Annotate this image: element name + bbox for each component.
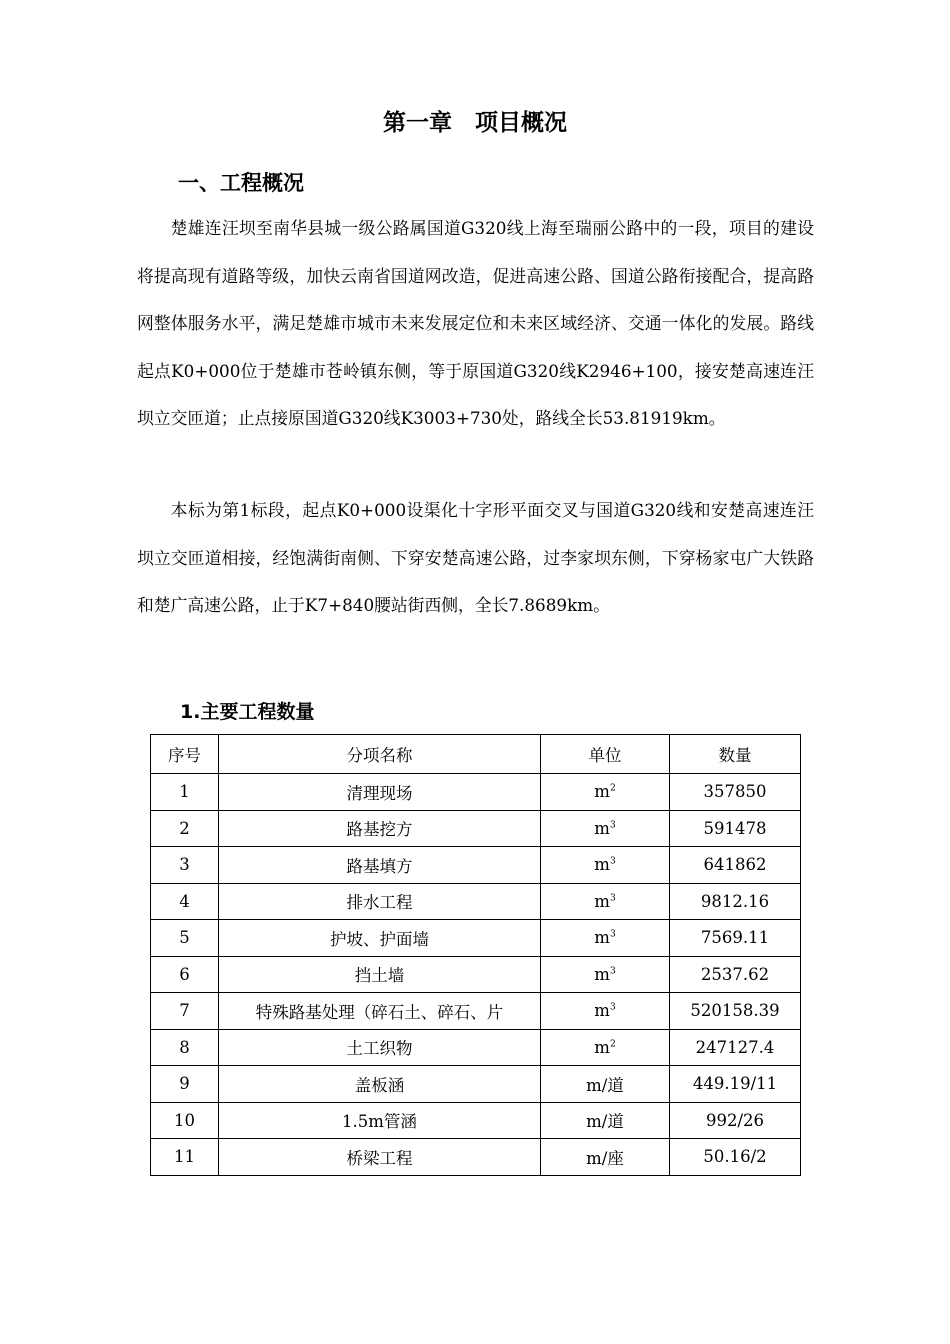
header-quantity: 数量: [670, 735, 801, 774]
cell-quantity: 247127.4: [670, 1029, 801, 1066]
cell-no: 2: [151, 810, 219, 847]
cell-quantity: 9812.16: [670, 883, 801, 920]
paragraph-section-description: 本标为第1标段，起点K0+000设渠化十字形平面交叉与国道G320线和安楚高速连汪坝立交匝道相接，经饱满街南侧、下穿安楚高速公路，过李家坝东侧，下穿杨家屯广大铁路和楚广高速公路，止于K7+840腰站街西侧，全长7.8689km。: [137, 500, 814, 616]
cell-no: 7: [151, 993, 219, 1030]
cell-unit: [541, 847, 670, 884]
unit-exponent: 3: [609, 966, 616, 977]
unit-text: m: [594, 1001, 610, 1021]
subsection-heading: 1.主要工程数量: [180, 701, 315, 723]
cell-quantity: 50.16/2: [670, 1139, 801, 1176]
cell-unit: [541, 1066, 670, 1103]
table-row: [151, 774, 801, 811]
cell-name: 特殊路基处理（碎石土、碎石、片: [219, 993, 541, 1030]
table-row: [151, 993, 801, 1030]
cell-name: 清理现场: [219, 774, 541, 811]
cell-name: 盖板涵: [219, 1066, 541, 1103]
table-row: [151, 956, 801, 993]
unit-text: m: [594, 1037, 610, 1057]
unit-exponent: 2: [609, 1039, 616, 1050]
cell-quantity: 357850: [670, 774, 801, 811]
quantities-table: [150, 734, 801, 1176]
unit-text: m: [594, 891, 610, 911]
cell-name: 桥梁工程: [219, 1139, 541, 1176]
cell-unit: [541, 1102, 670, 1139]
unit-text: m: [594, 782, 610, 802]
table-row: [151, 1102, 801, 1139]
unit-exponent: 3: [609, 893, 616, 904]
table-row: [151, 810, 801, 847]
cell-name: 1.5m管涵: [219, 1102, 541, 1139]
cell-no: 1: [151, 774, 219, 811]
unit-text: m/座: [586, 1148, 624, 1168]
unit-exponent: 3: [609, 856, 616, 867]
unit-exponent: 3: [609, 929, 616, 940]
unit-text: m: [594, 964, 610, 984]
cell-no: 11: [151, 1139, 219, 1176]
unit-text: m/道: [586, 1075, 624, 1095]
cell-name: 排水工程: [219, 883, 541, 920]
cell-name: 路基挖方: [219, 810, 541, 847]
cell-no: 4: [151, 883, 219, 920]
cell-no: 9: [151, 1066, 219, 1103]
unit-text: m: [594, 928, 610, 948]
cell-quantity: 2537.62: [670, 956, 801, 993]
cell-unit: [541, 1139, 670, 1176]
table-row: [151, 920, 801, 957]
table-header-row: [151, 735, 801, 774]
cell-no: 8: [151, 1029, 219, 1066]
cell-no: 5: [151, 920, 219, 957]
table-body: [151, 774, 801, 1176]
cell-name: 护坡、护面墙: [219, 920, 541, 957]
cell-unit: [541, 920, 670, 957]
cell-name: 挡土墙: [219, 956, 541, 993]
chapter-title: 第一章 项目概况: [383, 110, 567, 136]
unit-exponent: 2: [609, 783, 616, 794]
table-row: [151, 847, 801, 884]
header-no: 序号: [151, 735, 219, 774]
cell-quantity: 520158.39: [670, 993, 801, 1030]
unit-exponent: 3: [609, 1002, 616, 1013]
unit-exponent: 3: [609, 820, 616, 831]
section-heading: 一、工程概况: [178, 171, 304, 195]
table-row: [151, 1029, 801, 1066]
cell-quantity: 641862: [670, 847, 801, 884]
header-name: 分项名称: [219, 735, 541, 774]
cell-unit: [541, 1029, 670, 1066]
paragraph-project-overview: 楚雄连汪坝至南华县城一级公路属国道G320线上海至瑞丽公路中的一段，项目的建设将提高现有道路等级，加快云南省国道网改造，促进高速公路、国道公路衔接配合，提高路网整体服务水平，满足楚雄市城市未来发展定位和未来区域经济、交通一体化的发展。路线起点K0+000位于楚雄市苍岭镇东侧，等于原国道G320线K2946+100，接安楚高速连汪坝立交匝道；止点接原国道G320线K3003+730处，路线全长53.81919km。: [137, 218, 814, 429]
unit-text: m/道: [586, 1112, 624, 1132]
cell-quantity: 992/26: [670, 1102, 801, 1139]
cell-no: 10: [151, 1102, 219, 1139]
cell-unit: [541, 993, 670, 1030]
unit-text: m: [594, 855, 610, 875]
table-row: [151, 1066, 801, 1103]
header-unit: 单位: [541, 735, 670, 774]
cell-name: 土工织物: [219, 1029, 541, 1066]
table-row: [151, 883, 801, 920]
cell-quantity: 7569.11: [670, 920, 801, 957]
cell-name: 路基填方: [219, 847, 541, 884]
cell-unit: [541, 883, 670, 920]
cell-no: 3: [151, 847, 219, 884]
cell-unit: [541, 956, 670, 993]
cell-quantity: 591478: [670, 810, 801, 847]
table-row: [151, 1139, 801, 1176]
cell-no: 6: [151, 956, 219, 993]
cell-unit: [541, 774, 670, 811]
unit-text: m: [594, 818, 610, 838]
cell-quantity: 449.19/11: [670, 1066, 801, 1103]
cell-unit: [541, 810, 670, 847]
